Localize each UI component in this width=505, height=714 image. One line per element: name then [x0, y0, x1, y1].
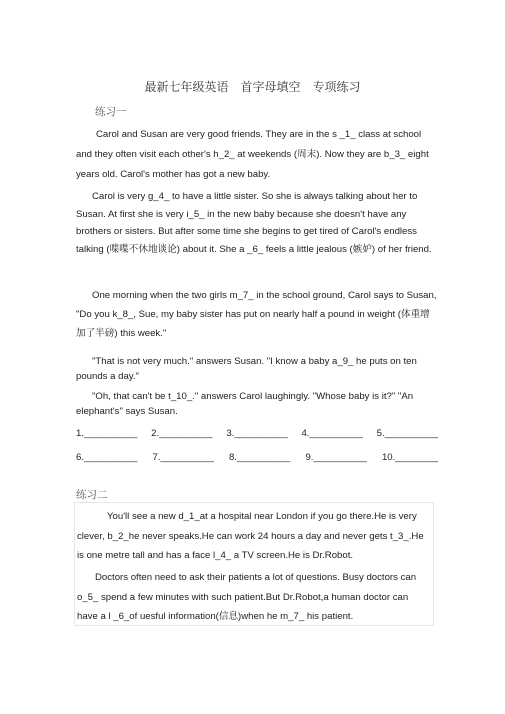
answer-blank-7[interactable]: 7.__________ — [152, 452, 214, 463]
answer-blank-3[interactable]: 3.__________ — [226, 428, 288, 439]
exercise-2-paragraph-2: Doctors often need to ask their patients a lot of questions. Busy doctors can o_5_ spend a few minutes with such patient.But Dr.Robot,a human doctor can have a l _6_of uesful information(信息)when he m_7_ his patient. — [77, 572, 417, 622]
exercise-1-paragraph-5: "Oh, that can't be t_10_." answers Carol laughingly. "Whose baby is it?" "An elephant's" says Susan. — [76, 391, 414, 417]
section-1-label: 练习一 — [95, 106, 127, 118]
answer-blank-8[interactable]: 8.__________ — [228, 452, 291, 463]
answer-blank-1[interactable]: 1.__________ — [76, 428, 138, 439]
exercise-2-paragraph-1: You'll see a new d_1_at a hospital near London if you go there.He is very clever, b_2_he never speaks.He can work 24 hours a day and never gets t_3_.He is one metre tall and has a face l_4_ a TV screen.He is Dr.Robot. — [77, 511, 424, 561]
exercise-1-paragraph-1: Carol and Susan are very good friends. They are in the s _1_ class at school and they often visit each other's h_2_ at weekends (周末). Now they are b_3_ eight years old. Carol's mother has got a new baby. — [76, 129, 429, 180]
answer-blank-5[interactable]: 5.__________ — [376, 428, 438, 439]
answer-blank-6[interactable]: 6.__________ — [76, 452, 138, 463]
exercise-1-paragraph-2: Carol is very g_4_ to have a little sister. So she is always talking about her to Susan. At first she is very i_5_ in the new baby because she doesn't have any brothers or sisters. But after some time she begins to get tired of Carol's endless talking (喋喋不休地谈论) about it. She a _6_ feels a little jealous (嫉妒) of her friend. — [76, 191, 432, 255]
answer-blank-9[interactable]: 9.__________ — [305, 452, 367, 463]
answer-blanks-row-1 — [76, 428, 438, 439]
answer-blank-10[interactable]: 10.________ — [381, 452, 438, 463]
section-2-label: 练习二 — [76, 489, 108, 501]
exercise-1-paragraph-3: One morning when the two girls m_7_ in the school ground, Carol says to Susan, "Do you k_8_, Sue, my baby sister has put on nearly half a pound in weight (体重增加了半磅) this week." — [76, 290, 437, 339]
answer-blank-2[interactable]: 2.__________ — [151, 428, 213, 439]
exercise-1-paragraph-4: "That is not very much." answers Susan. "I know a baby a_9_ he puts on ten pounds a day." — [76, 356, 417, 382]
answer-blank-4[interactable]: 4.__________ — [301, 428, 363, 439]
page-title: 最新七年级英语 首字母填空 专项练习 — [144, 80, 361, 94]
answer-blanks-row-2 — [76, 452, 438, 463]
